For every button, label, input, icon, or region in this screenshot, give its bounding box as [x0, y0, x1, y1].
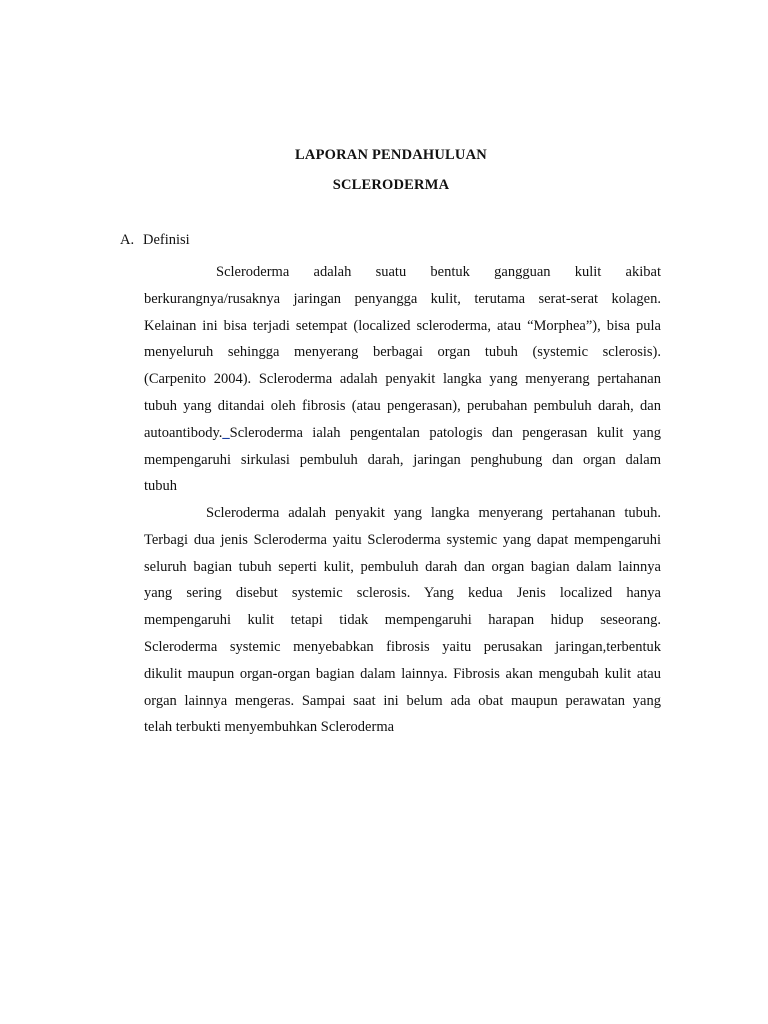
section-letter: A. [120, 232, 135, 248]
paragraph-line: organ lainnya mengeras. Sampai saat ini belum ada obat maupun perawatan yang [144, 692, 661, 709]
paragraph-definition [144, 259, 661, 500]
paragraph-line: Scleroderma adalah penyakit yang langka menyerang pertahanan tubuh. [206, 505, 661, 521]
paragraph-line: berkurangnya/rusaknya jaringan penyangga kulit, terutama serat-serat kolagen. [144, 290, 661, 307]
paragraph-line [144, 420, 661, 447]
paragraph-line: telah terbukti menyembuhkan Scleroderma [144, 719, 395, 736]
section-heading-text: Definisi [143, 232, 190, 248]
paragraph-line: mempengaruhi kulit tetapi tidak mempengaruhi harapan hidup seseorang. [144, 612, 661, 629]
paragraph-line: dikulit maupun organ-organ bagian dalam lainnya. Fibrosis akan mengubah kulit atau [144, 665, 661, 682]
paragraph-line: tubuh [144, 478, 178, 495]
line-segment: autoantibody. [144, 424, 223, 441]
paragraph-line: Kelainan ini bisa terjadi setempat (localized scleroderma, atau “Morphea”), bisa pula [144, 317, 661, 334]
paragraph-line: tubuh yang ditandai oleh fibrosis (atau pengerasan), perubahan pembuluh darah, dan [144, 397, 661, 414]
paragraph-line: Terbagi dua jenis Scleroderma yaitu Scleroderma systemic yang dapat mempengaruhi [144, 531, 661, 548]
paragraph-types [144, 500, 661, 741]
paragraph-line: menyeluruh sehingga menyerang berbagai organ tubuh (systemic sclerosis). [144, 344, 661, 361]
document-title: LAPORAN PENDAHULUAN [295, 147, 487, 163]
section-heading [120, 232, 190, 249]
edit-mark: _ [222, 424, 230, 441]
paragraph-line: (Carpenito 2004). Scleroderma adalah penyakit langka yang menyerang pertahanan [144, 371, 661, 388]
paragraph-line: Scleroderma adalah suatu bentuk gangguan kulit akibat [216, 264, 661, 280]
paragraph-line: mempengaruhi sirkulasi pembuluh darah, jaringan penghubung dan organ dalam [144, 451, 661, 468]
line-segment: Scleroderma ialah pengentalan patologis dan pengerasan kulit yang [229, 424, 661, 441]
document-subtitle: SCLERODERMA [332, 177, 450, 193]
paragraph-line: Scleroderma systemic menyebabkan fibrosis yaitu perusakan jaringan,terbentuk [144, 638, 661, 655]
paragraph-line: seluruh bagian tubuh seperti kulit, pembuluh darah dan organ bagian dalam lainnya [144, 558, 661, 575]
paragraph-line: yang sering disebut systemic sclerosis. Yang kedua Jenis localized hanya [144, 585, 661, 602]
